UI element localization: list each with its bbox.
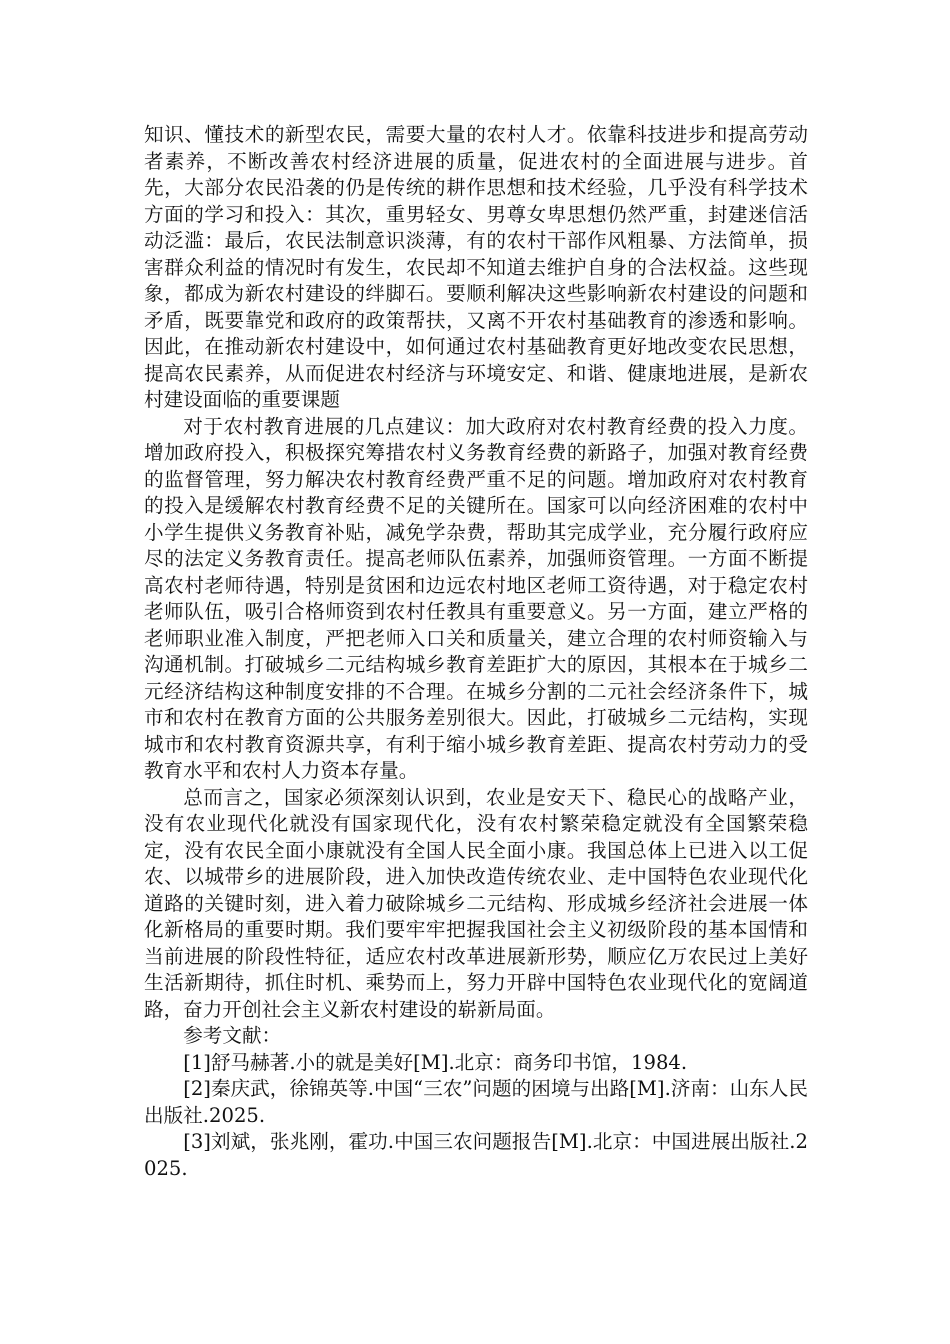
references-heading: 参考文献：: [183, 1024, 282, 1047]
reference-item-2: [2]秦庆武，徐锦英等.中国“三农”问题的困境与出路[M].济南：山东人民出版社.2025.: [144, 1077, 808, 1127]
body-paragraph-continued: 知识、懂技术的新型农民，需要大量的农村人才。依靠科技进步和提高劳动者素养，不断改善农村经济进展的质量，促进农村的全面进展与进步。首先，大部分农民沿袭的仍是传统的耕作思想和技术经验，几乎没有科学技术方面的学习和投入：其次，重男轻女、男尊女卑思想仍然严重，封建迷信活动泛滥：最后，农民法制意识淡薄，有的农村干部作风粗暴、方法简单，损害群众利益的情况时有发生，农民却不知道去维护自身的合法权益。这些现象，都成为新农村建设的绊脚石。要顺利解决这些影响新农村建设的问题和矛盾，既要靠党和政府的政策帮扶，又离不开农村基础教育的渗透和影响。因此，在推动新农村建设中，如何通过农村基础教育更好地改变农民思想，提高农民素养，从而促进农村经济与环境安定、和谐、健康地进展，是新农村建设面临的重要课题: [144, 123, 808, 411]
reference-item-1: [1]舒马赫著.小的就是美好[M].北京：商务印书馆，1984.: [183, 1050, 688, 1074]
reference-item-3: [3]刘斌，张兆刚，霍功.中国三农问题报告[M].北京：中国进展出版社.2025.: [144, 1130, 808, 1180]
references-section: [144, 1023, 808, 1182]
document-page: [144, 122, 808, 1182]
body-paragraph-conclusion: 总而言之，国家必须深刻认识到，农业是安天下、稳民心的战略产业，没有农业现代化就没有国家现代化，没有农村繁荣稳定就没有全国繁荣稳定，没有农民全面小康就没有全国人民全面小康。我国总体上已进入以工促农、以城带乡的进展阶段，进入加快改造传统农业、走中国特色农业现代化道路的关键时刻，进入着力破除城乡二元结构、形成城乡经济社会进展一体化新格局的重要时期。我们要牢牢把握我国社会主义初级阶段的基本国情和当前进展的阶段性特征，适应农村改革进展新形势，顺应亿万农民过上美好生活新期待，抓住时机、乘势而上，努力开辟中国特色农业现代化的宽阔道路，奋力开创社会主义新农村建设的崭新局面。: [144, 785, 808, 1021]
body-paragraph-suggestions: 对于农村教育进展的几点建议：加大政府对农村教育经费的投入力度。增加政府投入，积极探究筹措农村义务教育经费的新路子，加强对教育经费的监督管理，努力解决农村教育经费严重不足的问题。增加政府对农村教育的投入是缓解农村教育经费不足的关键所在。国家可以向经济困难的农村中小学生提供义务教育补贴，减免学杂费，帮助其完成学业，充分履行政府应尽的法定义务教育责任。提高老师队伍素养，加强师资管理。一方面不断提高农村老师待遇，特别是贫困和边远农村地区老师工资待遇，对于稳定农村老师队伍，吸引合格师资到农村任教具有重要意义。另一方面，建立严格的老师职业准入制度，严把老师入口关和质量关，建立合理的农村师资输入与沟通机制。打破城乡二元结构城乡教育差距扩大的原因，其根本在于城乡二元经济结构这种制度安排的不合理。在城乡分割的二元社会经济条件下，城市和农村在教育方面的公共服务差别很大。因此，打破城乡二元结构，实现城市和农村教育资源共享，有利于缩小城乡教育差距、提高农村劳动力的受教育水平和农村人力资本存量。: [144, 414, 808, 782]
